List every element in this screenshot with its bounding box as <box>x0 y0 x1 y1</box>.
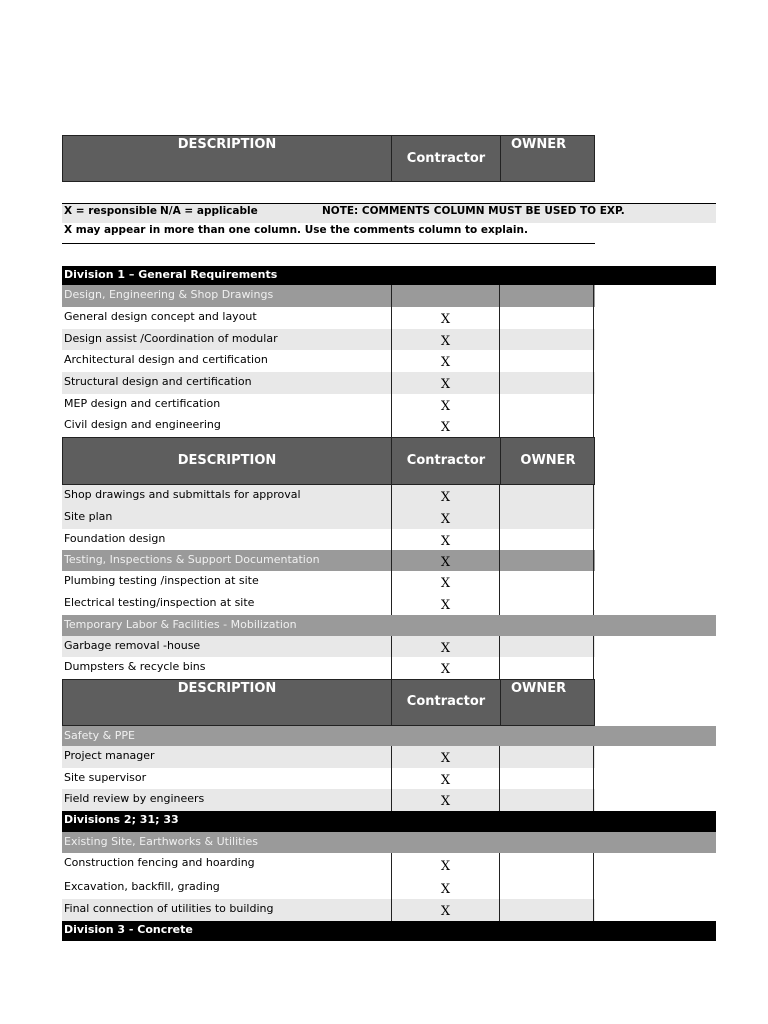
sub-testing: Testing, Inspections & Support Documentation X <box>62 550 595 571</box>
table-row: MEP design and certification X <box>62 394 595 415</box>
sub-safety: Safety & PPE <box>62 726 716 746</box>
legend-responsible: X = responsible <box>64 205 158 217</box>
table-header-1 <box>62 135 595 182</box>
table-row: Site plan X <box>62 507 595 529</box>
header-owner: OWNER <box>511 137 567 152</box>
division-1-title: Division 1 – General Requirements <box>62 266 716 285</box>
legend-note: NOTE: COMMENTS COLUMN MUST BE USED TO EXP. <box>322 205 625 217</box>
header-description: DESCRIPTION <box>177 681 277 696</box>
division-2-title: Divisions 2; 31; 33 <box>62 811 716 832</box>
table-row: Garbage removal -house X <box>62 636 595 657</box>
header-contractor: Contractor <box>406 694 486 709</box>
table-row: Excavation, backfill, grading X <box>62 877 595 899</box>
header-contractor: Contractor <box>406 151 486 166</box>
table-header-3 <box>62 679 595 726</box>
table-row: Design assist /Coordination of modular X <box>62 329 595 350</box>
table-row: Project manager X <box>62 746 595 768</box>
table-row: Dumpsters & recycle bins X <box>62 657 595 679</box>
header-description: DESCRIPTION <box>177 453 277 468</box>
table-row: Electrical testing/inspection at site X <box>62 593 595 615</box>
table-row: Architectural design and certification X <box>62 350 595 372</box>
table-header-2 <box>62 437 595 485</box>
table-row: Civil design and engineering X <box>62 415 595 437</box>
table-row: Plumbing testing /inspection at site X <box>62 571 595 593</box>
legend-row-1 <box>62 203 716 223</box>
table-row: Site supervisor X <box>62 768 595 789</box>
table-row: Field review by engineers X <box>62 789 595 811</box>
header-contractor: Contractor <box>406 453 486 468</box>
table-row: Final connection of utilities to building X <box>62 899 595 921</box>
legend-explain: X may appear in more than one column. Use the comments column to explain. <box>64 224 528 236</box>
legend-applicable: N/A = applicable <box>160 205 258 217</box>
header-owner: OWNER <box>520 453 576 468</box>
header-description: DESCRIPTION <box>177 137 277 152</box>
table-row: Construction fencing and hoarding X <box>62 853 595 877</box>
table-row: Structural design and certification X <box>62 372 595 394</box>
sub-design: Design, Engineering & Shop Drawings <box>62 285 595 307</box>
division-3-title: Division 3 - Concrete <box>62 921 716 941</box>
table-row: Shop drawings and submittals for approval X <box>62 485 595 507</box>
table-row: Foundation design X <box>62 529 595 550</box>
sub-temporary: Temporary Labor & Facilities - Mobilization <box>62 615 716 636</box>
legend-row-2 <box>62 223 595 244</box>
header-owner: OWNER <box>511 681 567 696</box>
sub-existing-site: Existing Site, Earthworks & Utilities <box>62 832 716 853</box>
table-row: General design concept and layout X <box>62 307 595 329</box>
